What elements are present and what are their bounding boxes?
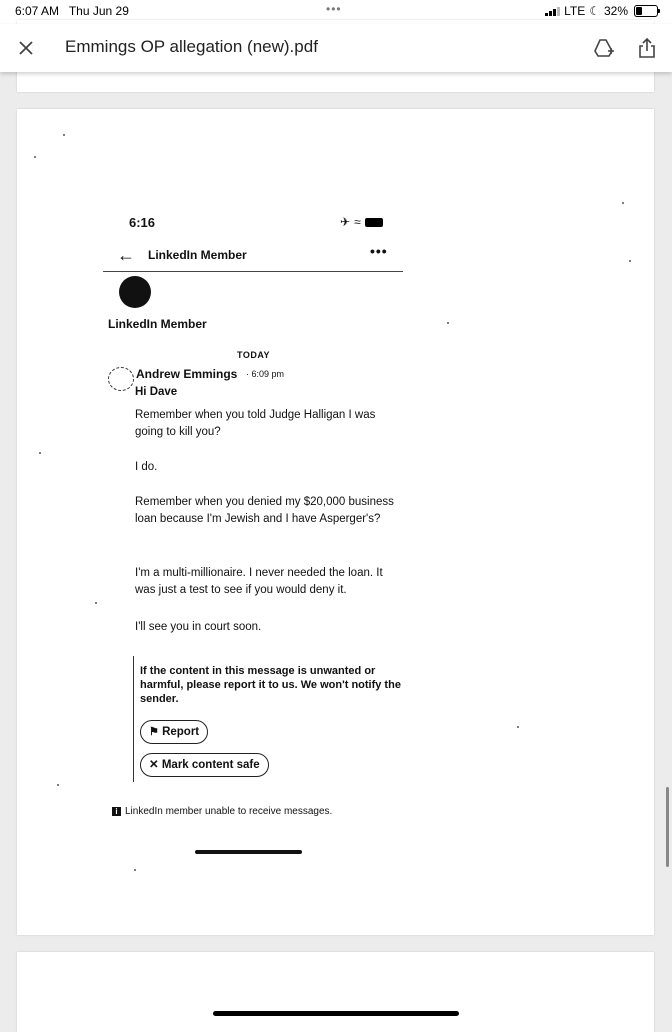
report-button [140, 720, 208, 744]
sender-time: · 6:09 pm [246, 369, 285, 379]
airplane-icon: ✈ [340, 215, 351, 229]
flag-icon: ⚑ [149, 726, 159, 738]
sender-name: Andrew Emmings [136, 367, 238, 381]
status-indicators [545, 4, 658, 18]
message-paragraph: Remember when you denied my $20,000 business loan because I'm Jewish and I have Asperger's? [135, 496, 394, 525]
sender-avatar [108, 367, 134, 391]
viewer-toolbar [0, 24, 672, 72]
info-icon: i [112, 807, 121, 816]
message-paragraph: Remember when you told Judge Halligan I was going to kill you? [135, 409, 376, 438]
unable-text: LinkedIn member unable to receive messages. [125, 806, 333, 817]
signal-icon [545, 6, 560, 16]
phone-home-indicator [195, 850, 302, 854]
pdf-page-3 [17, 952, 654, 1032]
network-label: LTE [564, 4, 586, 18]
battery-icon [634, 5, 658, 17]
phone-status-icons [340, 215, 383, 229]
scrollbar-thumb[interactable] [666, 787, 669, 867]
add-to-drive-icon[interactable] [592, 36, 616, 60]
message-paragraph: I do. [135, 461, 158, 473]
close-x-icon: ✕ [149, 759, 159, 771]
battery-fill [636, 7, 642, 15]
status-date: Thu Jun 29 [68, 4, 129, 18]
moon-icon: ☾ [589, 4, 600, 18]
document-title: Emmings OP allegation (new).pdf [65, 37, 318, 56]
profile-avatar [119, 276, 151, 308]
more-options-icon: ••• [370, 243, 388, 259]
home-indicator[interactable] [213, 1011, 459, 1016]
back-arrow-icon: ← [117, 245, 135, 265]
message-greeting: Hi Dave [135, 386, 178, 398]
status-time: 6:07 AM [15, 4, 60, 18]
status-time-date [15, 4, 129, 18]
message-paragraph: I'll see you in court soon. [135, 621, 262, 633]
scanned-message-screenshot [17, 109, 654, 935]
mark-safe-label: Mark content safe [161, 759, 260, 771]
multitasking-dots[interactable]: ••• [326, 2, 342, 16]
share-icon[interactable] [635, 36, 659, 60]
warning-text: If the content in this message is unwanted or harmful, please report it to us. We won't notify the sender. [140, 665, 401, 705]
day-separator: TODAY [237, 350, 271, 360]
unable-notice [112, 806, 332, 817]
message-paragraph: I'm a multi-millionaire. I never needed the loan. It was just a test to see if you would deny it. [135, 567, 383, 596]
close-icon[interactable] [14, 36, 38, 60]
warning-bar [133, 656, 134, 782]
battery-percent: 32% [603, 4, 628, 18]
phone-time: 6:16 [129, 215, 156, 230]
sender-time-value: 6:09 pm [251, 369, 285, 379]
pdf-page-2 [17, 109, 654, 935]
conversation-header-name: LinkedIn Member [148, 248, 247, 262]
mark-safe-button [140, 753, 269, 777]
header-divider [103, 271, 403, 272]
wifi-icon: ≈ [354, 215, 361, 229]
phone-battery-icon [365, 218, 383, 227]
report-label: Report [162, 726, 200, 738]
profile-name: LinkedIn Member [108, 317, 207, 331]
